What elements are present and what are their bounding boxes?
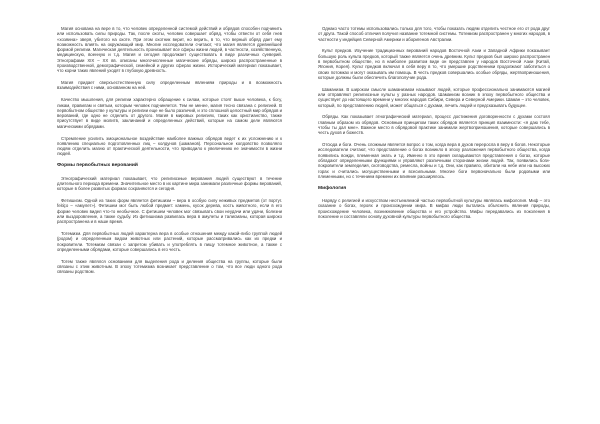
section-heading: Формы первобытных верований: [57, 163, 138, 169]
paragraph: Стремление усилить эмоциональное воздействие наиболее важных обрядов ведет к их усложнению и к появлению специально подготовленных лиц – колдунов (шаманов). Персональное колдовство позволяло людям отделить магию от практической деятельности, что приводило к увеличению ее значимости в жизни людей.: [57, 135, 282, 157]
paragraph: Однако часто тотемы использовались только для того, чтобы показать людям отделить честное его от рода друг от друга. Такой способ отличия получил название тотемной системы. Тотемизм распространен у многих народов, в частности у индейцев Северной Америки и аборигенов Австралии.: [318, 26, 550, 42]
right-block: [318, 87, 550, 108]
left-block: [57, 80, 282, 91]
right-block: [318, 198, 550, 219]
right-block: [318, 114, 550, 135]
paragraph: Тотемизм. Для первобытных людей характерна вера в особые отношения между какой-либо группой людей (родом) и определенным видом животных или растений, которые рассматривались как их предки и покровители. Тотемизм связан с запретом убивать и употреблять в пищу тотемное животное, а также с определенными обрядами, которые совершались в его честь.: [57, 231, 282, 252]
left-block: [57, 259, 282, 275]
paragraph: Отсюда и боги. Очень сложным является вопрос о том, когда вера в духов переросла в веру в богов. Некоторые исследователи считают, что представление о богах возникло в эпоху разложения первобытного общества, когда появились вожди, племенная знать и т.д. Именно в это время складываются представления о богах, которые обладают определенными функциями и управляют различными сторонами жизни людей. Так, появились боги-покровители земледелия, скотоводства, ремесла, войны и т.д. Они, как правило, обитали на небе или на высоких горах и считались могущественными и всесильными. Многие боги первоначально были родовыми или племенными, но с течением времени их влияние расширялось.: [318, 142, 550, 179]
paragraph: Тотем также являлся основанием для выделения рода и деления общества на группы, которые были связаны с этим животным. В эпоху тотемизма возникает представление о том, что все люди одного рода связаны родством.: [57, 258, 282, 275]
right-block: [318, 48, 550, 80]
right-page-column: [318, 26, 550, 226]
paragraph: Магия основана на вере в то, что человек определенной системой действий и обрядов способен подчинить или использовать силы природы. Так, после охоты, человек совершает обряд, чтобы отвести от себя гнев «хозяина» зверя, убитого на охоте. При этом охотник верит, но верить, в то, что верный обряд дает ему возможность влиять на окружающий мир. Многие исследователи считают, что магия является древнейшей формой религии. Магическая деятельность пронизывает все сферы жизни людей, в частности, хозяйственную, медицинскую, военную и т.д. Магия и сегодня продолжает существовать в виде различных суеверий. Этнографами XIX – XX вв. описаны многочисленные магические обряды, широко распространенные в производственной, демографической, семейной и других сферах жизни. Исторический материал показывает, что корни таких явлений уходят в глубокую древность.: [57, 26, 282, 74]
left-block: [57, 136, 282, 157]
paragraph: Качество мышления, для религии характерно обращение к силам, которые стоят выше человека, к богу, ликам, правилам и святым, которым человек подчиняется. Тем не менее, магия тесно связана с религией. В первобытном обществе у культуры и религии еще не было различий, и это сплошной целостный мир обрядов и верований, где одно не отделить от другого. Магия в мировых религиях, таких как христианство, также присутствует в виде молитв, заклинаний и определенных действий, которые на самом деле являются магическими обрядами.: [57, 97, 282, 129]
left-page-column: [57, 26, 282, 281]
paragraph: Обряды. Как показывает этнографический материал, процесс достижения договоренности с духами состоял главным образом из обрядов. Основным принципом таких обрядов является принцип взаимности: «я даю тебе, чтобы ты дал мне». Важное место в обрядовой практике занимали жертвоприношения, которые совершались в честь духов и божеств.: [318, 114, 550, 136]
section-heading: Мифология: [318, 185, 347, 191]
left-block: [57, 198, 282, 224]
paragraph: Магия придает сверхъестественную силу определенным явлениям природы и в возможность взаимодействия с ними, основанном на ней.: [57, 80, 282, 91]
paragraph: Шаманизм. В широком смысле шаманизмом называют людей, которые профессионально занимаются магией или отправляют религиозные культы у разных народов. Шаманизм возник в эпоху первобытного общества и существует до настоящего времени у многих народов Сибири, Севера и Северной Америки. Шаман – это человек, который, по представлению людей, может общаться с духами, лечить людей и предсказывать будущее.: [318, 86, 550, 108]
right-block: [318, 186, 550, 192]
left-block: [57, 97, 282, 129]
paragraph: Фетишизм. Одной из таких форм является фетишизм – вера в особую силу неживых предметов (от португ. feitiço – «амулет»). Фетишем мог быть любой предмет: камень, кусок дерева, кость животного, если в его форме человек видел что-то необычное. С фетишем человек мог связывать свои неудачи или удачи, болезни или выздоровление, а также судьбу. Из фетишизма развилась вера в амулеты и талисманы, которая широко распространена и в наше время.: [57, 198, 282, 225]
paragraph: Культ предков. Изучение традиционных верований народов Восточной Азии и Западной Африки показывает большую роль культа предков, который также является очень древним. Культ предков был широко распространен в первобытном обществе, но в наиболее развитом виде он представлен у народов Восточной Азии (Китай, Япония, Корея). Культ предков включал в себя веру в то, что умершие родственники продолжают заботиться о своих потомках и могут оказывать им помощь. В честь предков совершались особые обряды, жертвоприношения, которые должны были обеспечить благополучие рода.: [318, 48, 550, 80]
right-block: [318, 142, 550, 179]
paragraph: Наряду с религией и искусством неотъемлемой частью первобытной культуры являлась мифология. Миф – это сказание о богах, героях и происхождении мира. В мифах люди пытались объяснить явления природы, происхождение человека, возникновение общества и его устройство. Мифы передавались из поколения в поколение и составляли основу духовной культуры первобытного общества.: [318, 198, 550, 220]
right-block: [318, 26, 550, 42]
left-block: [57, 26, 282, 74]
paragraph: Этнографический материал показывает, что религиозные верования людей существуют в течение длительного периода времени. Значительное место в их картине мира занимали различные формы верований, которые в более развитых формах сохраняются и сегодня.: [57, 175, 282, 192]
left-block: [57, 176, 282, 192]
left-block: [57, 163, 282, 169]
left-block: [57, 231, 282, 252]
